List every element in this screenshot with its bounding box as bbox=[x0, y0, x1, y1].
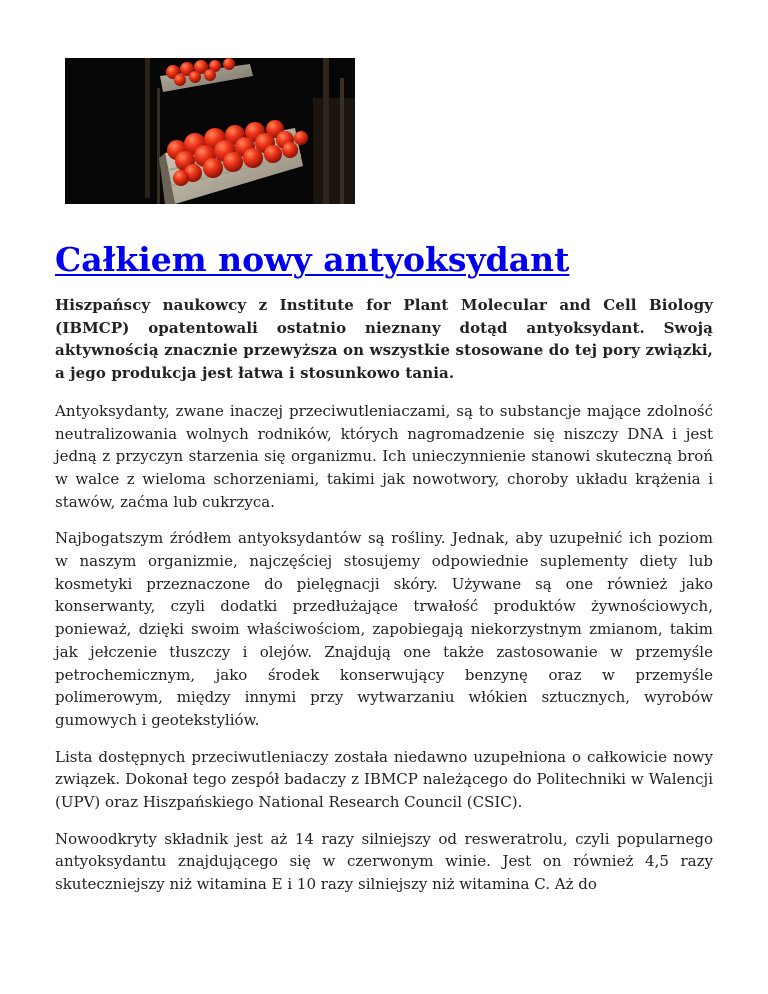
article-lead: Hiszpańscy naukowcy z Institute for Plant Molecular and Cell Biology (IBMCP) opatentowali ostatnio nieznany dotąd antyoksydant. Swoją aktywnością znacznie przewyższa on wszystkie stosowane do tej pory związki, a jego produkcja jest łatwa i stosunkowo tania. bbox=[55, 296, 713, 383]
article-title[interactable]: Całkiem nowy antyoksydant bbox=[55, 240, 570, 279]
tomato-crates-image bbox=[65, 58, 355, 204]
tomato-crates-photo-icon bbox=[65, 58, 355, 204]
article-paragraph: Najbogatszym źródłem antyoksydantów są rośliny. Jednak, aby uzupełnić ich poziom w naszym organizmie, najczęściej stosujemy odpowiednie suplementy diety lub kosmetyki przeznaczone do pielęgnacji skóry. Używane są one również jako konserwanty, czyli dodatki przedłużające trwałość produktów żywnościowych, ponieważ, dzięki swoim właściwościom, zapobiegają niekorzystnym zmianom, takim jak jełczenie tłuszczy i olejów. Znajdują one także zastosowanie w przemyśle petrochemicznym, jako środek konserwujący benzynę oraz w przemyśle polimerowym, między innymi przy wytwarzaniu włókien sztucznych, wyrobów gumowych i geotekstyliów. bbox=[55, 529, 713, 729]
article-paragraph: Nowoodkryty składnik jest aż 14 razy silniejszy od resweratrolu, czyli popularnego antyoksydantu znajdującego się w czerwonym winie. Jest on również 4,5 razy skuteczniejszy niż witamina E i 10 razy silniejszy niż witamina C. Aż do bbox=[55, 829, 713, 894]
article-paragraph: Lista dostępnych przeciwutleniaczy została niedawno uzupełniona o całkowicie nowy związek. Dokonał tego zespół badaczy z IBMCP należącego do Politechniki w Walencji (UPV) oraz Hiszpańskiego National Research Council (CSIC). bbox=[55, 747, 713, 812]
article-paragraph: Antyoksydanty, zwane inaczej przeciwutleniaczami, są to substancje mające zdolność neutralizowania wolnych rodników, których nagromadzenie się niszczy DNA i jest jedną z przyczyn starzenia się organizmu. Ich unieczynnienie stanowi skuteczną broń w walce z wieloma schorzeniami, takimi jak nowotwory, choroby układu krążenia i stawów, zaćma lub cukrzyca. bbox=[55, 401, 713, 511]
article-body bbox=[55, 294, 713, 910]
